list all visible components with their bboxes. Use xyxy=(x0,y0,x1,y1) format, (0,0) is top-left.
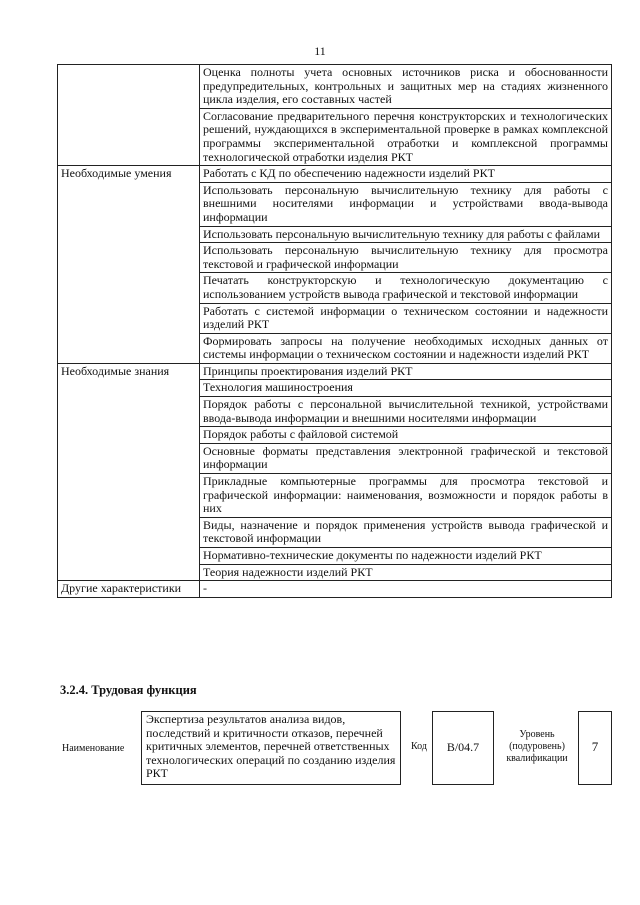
table-row xyxy=(58,363,612,380)
row-value: Печатать конструкторскую и технологическую документацию с использованием устройств вывода графической и текстовой информации xyxy=(200,273,612,303)
row-value: Использовать персональную вычислительную технику для работы с файлами xyxy=(200,226,612,243)
row-value: Нормативно-технические документы по надежности изделий РКТ xyxy=(200,548,612,565)
table-row xyxy=(58,166,612,183)
row-value: Работать с системой информации о техническом состоянии и надежности изделий РКТ xyxy=(200,303,612,333)
name-label: Наименование xyxy=(62,743,125,754)
code-label: Код xyxy=(411,741,427,752)
page-number: 11 xyxy=(314,44,326,58)
name-value: Экспертиза результатов анализа видов, последствий и критичности отказов, перечней критичных элементов, перечней ответственных технологических операций по созданию изделия РКТ xyxy=(141,711,401,785)
row-value: Технология машиностроения xyxy=(200,380,612,397)
requirements-table xyxy=(57,64,612,598)
row-label-other: Другие характеристики xyxy=(58,581,200,598)
row-value: Основные форматы представления электронной графической и текстовой информации xyxy=(200,443,612,473)
row-value: - xyxy=(200,581,612,598)
row-value: Теория надежности изделий РКТ xyxy=(200,564,612,581)
row-value: Принципы проектирования изделий РКТ xyxy=(200,363,612,380)
row-value: Порядок работы с файловой системой xyxy=(200,427,612,444)
row-value: Согласование предварительного перечня конструкторских и технологических решений, нуждающихся в экспериментальной проверке в рамках комплексной программы экспериментальной отработки и комплексной программы технологической отработки изделия РКТ xyxy=(200,108,612,165)
section-heading: 3.2.4. Трудовая функция xyxy=(60,683,197,697)
table-row xyxy=(58,65,612,109)
row-value: Прикладные компьютерные программы для просмотра текстовой и графической информации: наименования, возможности и порядок работы в них xyxy=(200,474,612,518)
row-value: Работать с КД по обеспечению надежности изделий РКТ xyxy=(200,166,612,183)
row-value: Оценка полноты учета основных источников риска и обоснованности предупредительных, контрольных и защитных мер на стадиях жизненного цикла изделия, его составных частей xyxy=(200,65,612,109)
level-label: Уровень (подуровень) квалификации xyxy=(506,729,568,764)
row-value: Формировать запросы на получение необходимых исходных данных от системы информации о техническом состоянии и надежности изделий РКТ xyxy=(200,333,612,363)
level-value: 7 xyxy=(578,711,612,785)
table-row xyxy=(58,581,612,598)
row-value: Виды, назначение и порядок применения устройств вывода графической и текстовой информации xyxy=(200,517,612,547)
code-value: B/04.7 xyxy=(432,711,494,785)
row-label-knowledge: Необходимые знания xyxy=(58,363,200,580)
row-value: Использовать персональную вычислительную технику для просмотра текстовой и графической информации xyxy=(200,243,612,273)
row-value: Использовать персональную вычислительную технику для работы с внешними носителями информации и устройствами ввода-вывода информации xyxy=(200,182,612,226)
row-label xyxy=(58,65,200,166)
row-label-skills: Необходимые умения xyxy=(58,166,200,364)
row-value: Порядок работы с персональной вычислительной техникой, устройствами ввода-вывода информации и внешними носителями информации xyxy=(200,397,612,427)
